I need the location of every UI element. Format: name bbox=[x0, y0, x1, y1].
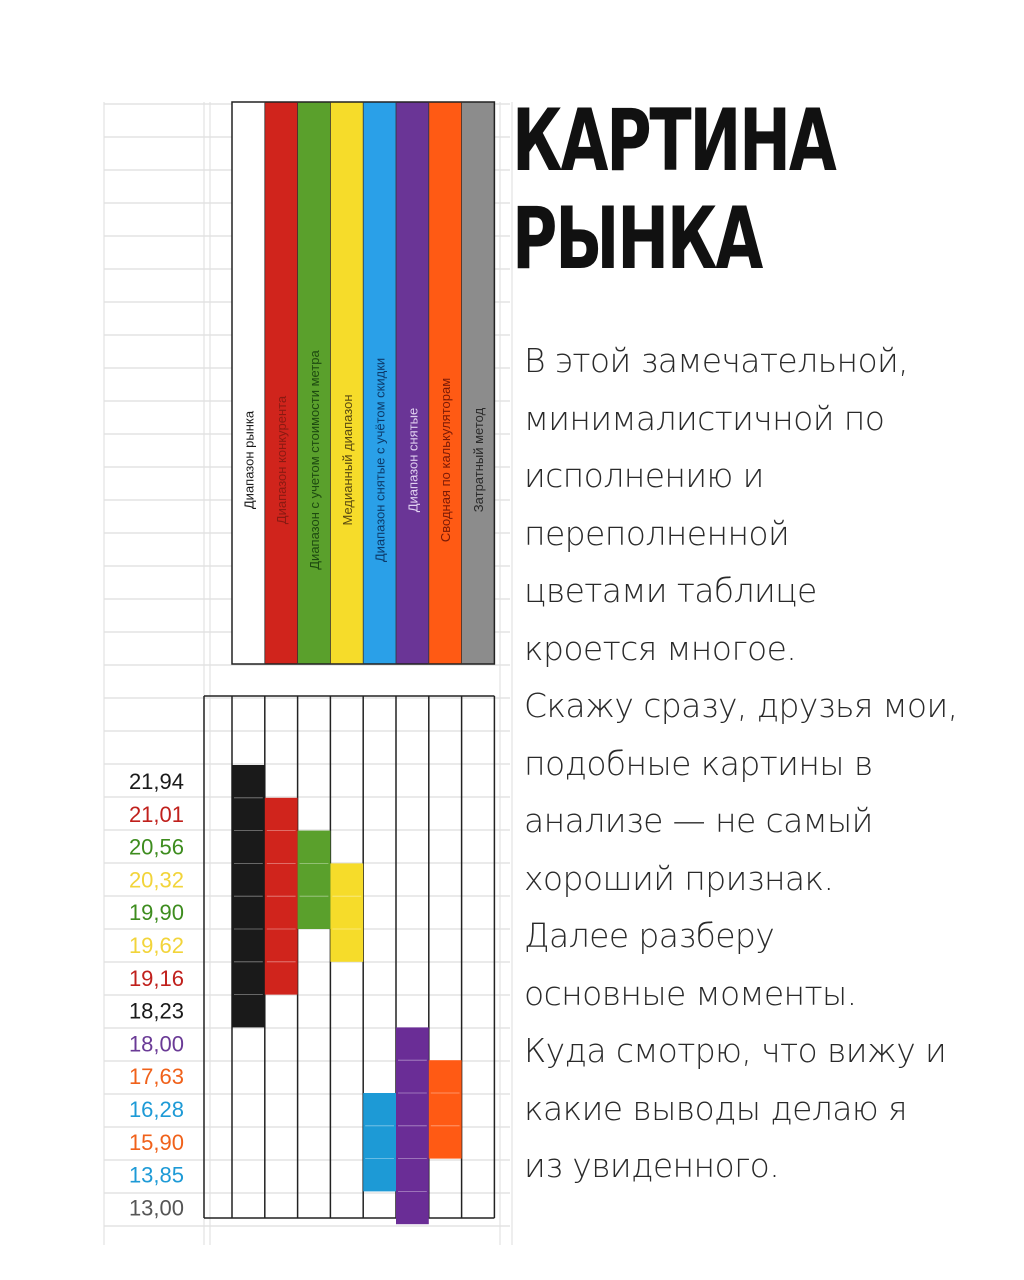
description-text bbox=[524, 332, 1014, 1195]
title-line-2: РЫНКА bbox=[512, 189, 762, 289]
title-line-1: КАРТИНА bbox=[512, 91, 835, 191]
text-line: анализе — не самый bbox=[524, 801, 873, 840]
y-tick-label: 13,85 bbox=[128, 1162, 184, 1188]
column-label: Сводная по калькуляторам bbox=[438, 377, 454, 543]
text-line: хороший признак. bbox=[524, 858, 834, 898]
text-line: цветами таблице bbox=[524, 571, 817, 610]
column-label: Диапазон конкурента bbox=[274, 395, 290, 525]
text-line: кроется многое. bbox=[524, 628, 797, 668]
column-header bbox=[265, 102, 298, 664]
range-bar bbox=[429, 1060, 462, 1158]
column-header bbox=[396, 102, 429, 664]
y-tick-label: 18,23 bbox=[128, 998, 184, 1024]
column-header bbox=[330, 102, 363, 664]
text-line: Далее разберу bbox=[524, 916, 775, 955]
y-tick-label: 21,94 bbox=[128, 769, 184, 794]
text-line: исполнению и bbox=[524, 456, 764, 495]
text-line: В этой замечательной, bbox=[524, 341, 909, 380]
text-line: какие выводы делаю я bbox=[524, 1088, 907, 1128]
text-line: из увиденного. bbox=[524, 1146, 780, 1185]
text-line: переполненной bbox=[524, 513, 790, 553]
column-header bbox=[232, 102, 265, 664]
range-bar bbox=[298, 831, 331, 929]
column-label: Диапазон с учетом стоимости метра bbox=[307, 350, 322, 570]
y-tick-label: 21,01 bbox=[128, 801, 184, 827]
column-label: Диапазон снятые bbox=[405, 407, 421, 513]
column-headers bbox=[232, 102, 494, 664]
column-label: Диапазон снятые с учётом скидки bbox=[372, 357, 388, 563]
y-tick-label: 15,90 bbox=[128, 1129, 184, 1155]
column-label: Затратный метод bbox=[471, 407, 486, 513]
text-line: Скажу сразу, друзья мои, bbox=[524, 686, 958, 725]
y-tick-label: 19,16 bbox=[128, 965, 184, 991]
text-line: подобные картины в bbox=[524, 743, 873, 783]
y-tick-label: 13,00 bbox=[128, 1195, 184, 1221]
column-header bbox=[462, 102, 495, 664]
column-label: Диапазон рынка bbox=[241, 410, 257, 510]
y-tick-label: 17,63 bbox=[128, 1064, 184, 1090]
y-tick-label: 16,28 bbox=[128, 1097, 184, 1122]
page-title bbox=[512, 92, 835, 288]
text-line: минималистичной по bbox=[524, 398, 885, 438]
y-tick-label: 18,00 bbox=[128, 1031, 184, 1057]
range-bar bbox=[330, 863, 363, 961]
text-line: Куда смотрю, что вижу и bbox=[524, 1031, 947, 1070]
column-label: Медианный диапазон bbox=[339, 394, 355, 526]
y-tick-label: 20,32 bbox=[128, 867, 184, 893]
range-bar bbox=[363, 1093, 396, 1191]
y-tick-label: 19,90 bbox=[128, 900, 184, 926]
text-line: основные моменты. bbox=[524, 973, 857, 1013]
y-tick-label: 19,62 bbox=[128, 933, 184, 958]
y-tick-label: 20,56 bbox=[128, 834, 184, 860]
